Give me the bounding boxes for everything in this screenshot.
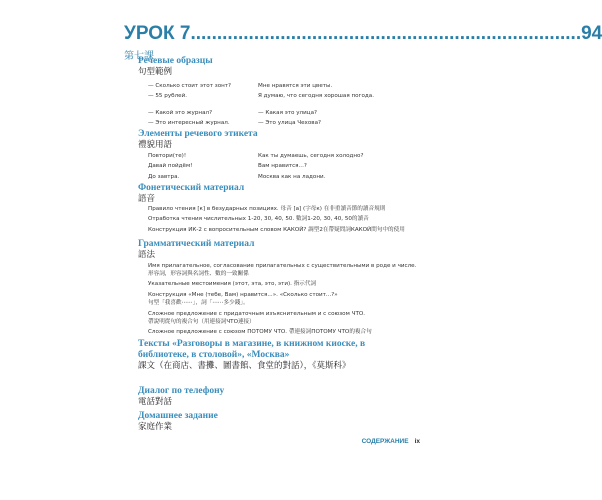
section-title: Фонетический материал bbox=[138, 183, 245, 193]
footer-page-number: ix bbox=[414, 438, 420, 445]
section-homework bbox=[138, 411, 438, 433]
leader-dots: .......................................................................... bbox=[190, 23, 582, 44]
section-subtitle: 語音 bbox=[138, 194, 156, 204]
lesson-title-line bbox=[124, 23, 602, 44]
line-right: — Какая это улица? bbox=[258, 110, 317, 116]
section-speech-patterns bbox=[138, 56, 438, 78]
line-text: Сложное предложение с придаточным изъяснительным и с союзом ЧТО. bbox=[148, 311, 366, 317]
line-right: Я думаю, что сегодня хорошая погода. bbox=[258, 93, 374, 99]
lesson-page-number: 94 bbox=[581, 23, 602, 44]
line-right: Вам нравится...? bbox=[258, 163, 307, 169]
section-subtitle: 句型範例 bbox=[138, 67, 173, 77]
lesson-subtitle: 第七課 bbox=[124, 51, 154, 62]
section-title: Диалог по телефону bbox=[138, 386, 225, 396]
line-text: Сложное предложение с союзом ПОТОМУ ЧТО. 帶連接詞ПОТОМУ ЧТО的複合句 bbox=[148, 329, 372, 335]
section-subtitle: 家庭作業 bbox=[138, 422, 173, 432]
line-left: Давай пойдём! bbox=[148, 163, 193, 169]
line-text: 帶說明從句的複合句（用連接詞ЧТО連接） bbox=[148, 319, 255, 325]
line-left: Повтори(те)! bbox=[148, 153, 187, 159]
lesson-title: УРОК 7 bbox=[124, 23, 191, 44]
line-text: Правило чтения [к] в безударных позициях. 母音 [а] (字母к) 在非重讀音節的讀音規則 bbox=[148, 206, 386, 212]
line-left: До завтра. bbox=[148, 174, 180, 180]
section-subtitle: 課文（在商店、書攤、圖書館、食堂的對話），《莫斯科》 bbox=[138, 361, 351, 371]
section-phone-dialogue bbox=[138, 386, 438, 408]
line-left: — Сколько стоит этот зонт? bbox=[148, 83, 232, 89]
page-footer bbox=[362, 438, 420, 445]
line-left: — Какой это журнал? bbox=[148, 110, 213, 116]
section-title: Речевые образцы bbox=[138, 56, 213, 66]
line-right: — Это улица Чехова? bbox=[258, 120, 321, 126]
line-left: — Это интересный журнал. bbox=[148, 120, 230, 126]
line-text: 形容詞，形容詞與名詞性、數的一致關係 bbox=[148, 271, 249, 277]
section-title: Элементы речевого этикета bbox=[138, 129, 258, 139]
section-etiquette bbox=[138, 129, 438, 151]
section-phonetics bbox=[138, 183, 438, 205]
line-right: Как ты думаешь, сегодня холодно? bbox=[258, 153, 364, 159]
line-text: 句型「我喜歡⋯⋯」，詞「⋯⋯多少錢」。 bbox=[148, 300, 249, 306]
section-title: Домашнее задание bbox=[138, 411, 218, 421]
section-grammar bbox=[138, 239, 438, 261]
section-subtitle: 語法 bbox=[138, 250, 156, 260]
line-text: Конструкция ИК-2 с вопросительным словом КАКОЙ? 調型2在帶疑問詞КАКОЙ問句中的使用 bbox=[148, 227, 405, 233]
section-title: Грамматический материал bbox=[138, 239, 255, 249]
line-text: Конструкция «Мне (тебе, Вам) нравится...». «Сколько стоит...?» bbox=[148, 292, 338, 298]
section-subtitle: 禮貌用語 bbox=[138, 140, 173, 150]
line-right: Москва как на ладони. bbox=[258, 174, 326, 180]
section-texts bbox=[138, 339, 408, 372]
section-subtitle: 電話對話 bbox=[138, 397, 173, 407]
line-left: — 55 рублей. bbox=[148, 93, 188, 99]
footer-label: СОДЕРЖАНИЕ bbox=[361, 438, 409, 445]
line-right: Мне нравятся эти цветы. bbox=[258, 83, 333, 89]
section-title: Тексты «Разговоры в магазине, в книжном киоске, в библиотеке, в столовой», «Москва» bbox=[138, 339, 366, 360]
line-text: Имя прилагательное, согласование прилагательных с существительными в роде и числе. bbox=[148, 263, 417, 269]
line-text: Указательные местоимения (этот, эта, это, эти). 指示代詞 bbox=[148, 281, 317, 287]
line-text: Отработка чтения числительных 1-20, 30, 40, 50. 數詞1-20, 30, 40, 50的讀音 bbox=[148, 216, 369, 222]
